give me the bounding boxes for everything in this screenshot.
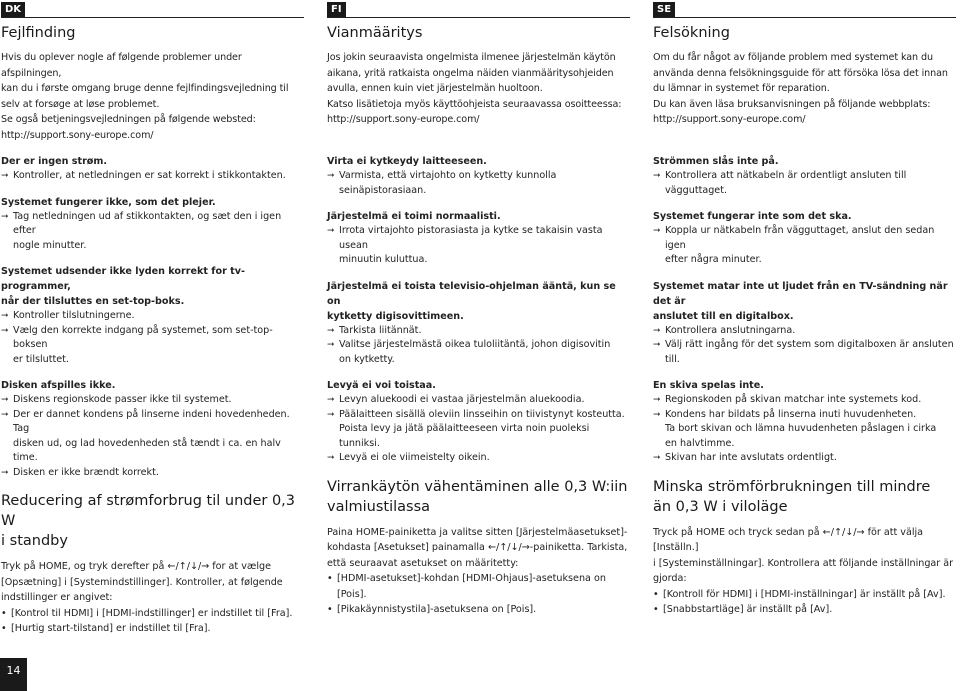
- issue-title: [1, 154, 304, 169]
- text-line: Tryck på HOME och tryck sedan på ←/↑/↓/→ för att välja [Inställn.]: [653, 526, 924, 553]
- intro-line: http://support.sony-europe.com/: [327, 114, 480, 125]
- setting-bullet: [653, 602, 956, 618]
- bullet-icon: •: [653, 604, 659, 615]
- intro-line: Se også betjeningsvejledningen på følgende websted:: [1, 114, 256, 125]
- text-line: kytketty digisovittimeen.: [327, 310, 464, 322]
- text-line: Regionskoden på skivan matchar inte systemets kod.: [665, 394, 922, 405]
- arrow-icon: ➞: [327, 409, 335, 420]
- column-danish: [1, 2, 304, 637]
- remedy-step: [1, 408, 304, 466]
- remedy-step: [653, 393, 956, 408]
- column-finnish: [327, 2, 630, 618]
- arrow-icon: ➞: [653, 395, 661, 405]
- intro-text: [327, 50, 630, 154]
- text-line: Systemet udsender ikke lyden korrekt for tv-programmer,: [1, 266, 245, 292]
- text-line: [Opsætning] i [Systemindstillinger]. Kontroller, at følgende: [1, 576, 283, 588]
- text-line: efter några minuter.: [665, 254, 762, 265]
- standby-section-title: [327, 477, 630, 517]
- text-line: minuutin kuluttua.: [339, 254, 428, 265]
- remedy-step: [1, 169, 304, 184]
- intro-line: använda denna felsökningsguide för att försöka lösa det innan: [653, 67, 948, 79]
- text-line: Skivan har inte avslutats ordentligt.: [665, 452, 837, 463]
- troubleshooting-item: [653, 154, 956, 198]
- language-header-rule: [1, 2, 304, 18]
- arrow-icon: ➞: [1, 325, 9, 336]
- remedy-step: [653, 338, 956, 367]
- intro-line: Om du får något av följande problem med systemet kan du: [653, 52, 933, 63]
- text-line: Varmista, että virtajohto on kytketty kunnolla: [339, 170, 557, 181]
- text-line: Vælg den korrekte indgang på systemet, som set-top-boksen: [13, 324, 273, 350]
- troubleshooting-item: [327, 279, 630, 368]
- section-title: Felsökning: [653, 25, 730, 41]
- arrow-icon: ➞: [1, 467, 9, 478]
- remedy-step: [1, 324, 304, 368]
- text-line: än 0,3 W i viloläge: [653, 498, 788, 515]
- text-line: [Pikakäynnistystila]-asetuksena on [Pois].: [337, 604, 537, 615]
- text-line: disken ud, og lad hovedenheden stå tændt i ca. en halv time.: [13, 437, 281, 463]
- remedy-step: [653, 408, 956, 452]
- remedy-step: [327, 169, 630, 198]
- section-title: Vianmääritys: [327, 25, 423, 41]
- remedy-step: [327, 451, 630, 466]
- text-line: Der er ingen strøm.: [1, 156, 108, 167]
- language-tag: SE: [653, 2, 675, 17]
- bullet-icon: •: [327, 604, 333, 615]
- intro-line: avulla, ennen kuin viet järjestelmän huoltoon.: [327, 83, 543, 94]
- text-line: Diskens regionskode passer ikke til systemet.: [13, 394, 232, 405]
- intro-text: [1, 50, 304, 154]
- text-line: [Hurtig start-tilstand] er indstillet til [Fra].: [11, 623, 211, 634]
- intro-line: aikana, yritä ratkaista ongelma näiden vianmääritysohjeiden: [327, 67, 614, 79]
- intro-line: kan du i første omgang bruge denne fejlfindingsvejledning til: [1, 83, 289, 94]
- language-tag: FI: [327, 2, 346, 17]
- page-number: 14: [0, 658, 27, 691]
- text-line: että seuraavat asetukset on määritetty:: [327, 557, 519, 569]
- text-line: Levyn aluekoodi ei vastaa järjestelmän aluekoodia.: [339, 394, 585, 405]
- intro-line: Jos jokin seuraavista ongelmista ilmenee järjestelmän käytön: [327, 52, 616, 63]
- remedy-step: [653, 451, 956, 466]
- text-line: Ta bort skivan och lämna huvudenheten påslagen i cirka: [665, 423, 937, 434]
- remedy-step: [1, 210, 304, 254]
- text-line: vägguttaget.: [665, 184, 728, 196]
- remedy-step: [1, 309, 304, 324]
- language-header-rule: [653, 2, 956, 18]
- text-line: valmiustilassa: [327, 498, 431, 515]
- text-line: Järjestelmä ei toista televisio-ohjelman ääntä, kun se on: [327, 280, 616, 307]
- text-line: Reducering af strømforbrug til under 0,3 W: [1, 493, 296, 529]
- troubleshooting-item: [653, 279, 956, 368]
- text-line: [Kontrol til HDMI] i [HDMI-indstillinger] er indstillet til [Fra].: [11, 607, 293, 619]
- text-line: i [Systeminställningar]. Kontrollera att följande inställningar är: [653, 557, 954, 569]
- text-line: indstillinger er angivet:: [1, 592, 113, 603]
- arrow-icon: ➞: [327, 226, 335, 236]
- troubleshooting-item: [653, 209, 956, 268]
- text-line: Kontrollera anslutningarna.: [665, 324, 796, 336]
- text-line: seinäpistorasiaan.: [339, 184, 427, 196]
- remedy-step: [327, 224, 630, 268]
- setting-bullet: [327, 571, 630, 602]
- issue-title: [653, 378, 956, 393]
- remedy-step: [327, 338, 630, 367]
- remedy-step: [327, 324, 630, 339]
- text-line: Irrota virtajohto pistorasiasta ja kytke se takaisin vasta usean: [339, 225, 603, 251]
- text-line: [Snabbstartläge] är inställt på [Av].: [663, 604, 833, 615]
- arrow-icon: ➞: [327, 395, 335, 405]
- issue-title: [1, 378, 304, 393]
- text-line: Virta ei kytkeydy laitteeseen.: [327, 156, 487, 167]
- language-tag: DK: [1, 2, 25, 17]
- arrow-icon: ➞: [327, 340, 335, 350]
- issue-title: [653, 209, 956, 224]
- standby-instructions: [653, 525, 956, 587]
- remedy-step: [653, 224, 956, 268]
- remedy-step: [1, 466, 304, 481]
- setting-bullet: [327, 602, 630, 618]
- text-line: i standby: [1, 533, 68, 549]
- text-line: Systemet matar inte ut ljudet från en TV-sändning när det är: [653, 280, 948, 307]
- issue-title: [653, 279, 956, 324]
- text-line: Systemet fungerar inte som det ska.: [653, 211, 852, 222]
- text-line: Koppla ur nätkabeln från vägguttaget, anslut den sedan igen: [665, 225, 935, 251]
- intro-text: [653, 50, 956, 154]
- issue-title: [327, 209, 630, 224]
- troubleshooting-item: [1, 378, 304, 480]
- text-line: Virrankäytön vähentäminen alle 0,3 W:iin: [327, 478, 628, 495]
- setting-bullet: [1, 606, 304, 622]
- arrow-icon: ➞: [1, 395, 9, 405]
- intro-line: Du kan även läsa bruksanvisningen på följande webbplats:: [653, 98, 931, 110]
- arrow-icon: ➞: [653, 325, 661, 336]
- text-line: [Kontroll för HDMI] i [HDMI-inställningar] är inställt på [Av].: [663, 588, 946, 600]
- issue-title: [653, 154, 956, 169]
- text-line: Valitse järjestelmästä oikea tuloliitäntä, johon digisovitin: [339, 339, 611, 350]
- text-line: Disken er ikke brændt korrekt.: [13, 466, 159, 478]
- intro-line: http://support.sony-europe.com/: [653, 114, 806, 125]
- troubleshooting-item: [653, 378, 956, 466]
- issue-title: [327, 378, 630, 393]
- standby-section-title: [653, 477, 956, 517]
- arrow-icon: ➞: [327, 171, 335, 181]
- setting-bullet: [1, 621, 304, 637]
- text-line: Levyä ei voi toistaa.: [327, 380, 436, 391]
- arrow-icon: ➞: [653, 226, 661, 236]
- text-line: Tag netledningen ud af stikkontakten, og sæt den i igen efter: [13, 210, 282, 236]
- arrow-icon: ➞: [1, 211, 9, 222]
- troubleshooting-item: [1, 264, 304, 367]
- bullet-icon: •: [327, 573, 333, 584]
- remedy-step: [327, 393, 630, 408]
- text-line: Strömmen slås inte på.: [653, 156, 779, 167]
- setting-bullet: [653, 587, 956, 603]
- text-line: Paina HOME-painiketta ja valitse sitten [Järjestelmäasetukset]-: [327, 526, 628, 538]
- intro-line: http://support.sony-europe.com/: [1, 129, 154, 141]
- troubleshooting-item: [327, 209, 630, 268]
- text-line: en halvtimme.: [665, 437, 735, 449]
- remedy-step: [1, 393, 304, 408]
- language-header-rule: [327, 2, 630, 18]
- arrow-icon: ➞: [1, 311, 9, 321]
- arrow-icon: ➞: [653, 409, 661, 420]
- issue-title: [1, 264, 304, 309]
- bullet-icon: •: [653, 588, 659, 600]
- intro-line: selv at forsøge at løse problemet.: [1, 98, 160, 110]
- standby-instructions: [1, 559, 304, 606]
- remedy-step: [327, 408, 630, 452]
- issue-title: [327, 154, 630, 169]
- text-line: [HDMI-asetukset]-kohdan [HDMI-Ohjaus]-asetuksena on [Pois].: [337, 573, 606, 600]
- text-line: Der er dannet kondens på linserne indeni hovedenheden. Tag: [13, 408, 290, 434]
- remedy-step: [653, 169, 956, 198]
- issue-title: [327, 279, 630, 324]
- arrow-icon: ➞: [653, 340, 661, 350]
- text-line: Järjestelmä ei toimi normaalisti.: [327, 211, 501, 222]
- text-line: Päälaitteen sisällä oleviin linsseihin on tiivistynyt kosteutta.: [339, 408, 625, 420]
- issue-title: [1, 195, 304, 210]
- arrow-icon: ➞: [653, 171, 661, 181]
- arrow-icon: ➞: [327, 453, 335, 463]
- text-line: anslutet till en digitalbox.: [653, 310, 794, 322]
- text-line: on kytketty.: [339, 353, 395, 365]
- troubleshooting-item: [327, 154, 630, 198]
- arrow-icon: ➞: [1, 409, 9, 420]
- troubleshooting-item: [1, 195, 304, 254]
- text-line: Poista levy ja jätä päälaitteeseen virta noin puoleksi tunniksi.: [339, 423, 590, 449]
- text-line: Kondens har bildats på linserna inuti huvudenheten.: [665, 408, 917, 420]
- troubleshooting-item: [1, 154, 304, 184]
- text-line: kohdasta [Asetukset] painamalla ←/↑/↓/→-painiketta. Tarkista,: [327, 542, 628, 553]
- text-line: Levyä ei ole viimeistelty oikein.: [339, 452, 490, 463]
- text-line: Kontrollera att nätkabeln är ordentligt ansluten till: [665, 170, 907, 181]
- text-line: Tarkista liitännät.: [339, 324, 422, 336]
- text-line: Välj rätt ingång för det system som digitalboxen är ansluten till.: [665, 339, 954, 365]
- text-line: Systemet fungerer ikke, som det plejer.: [1, 196, 216, 208]
- standby-instructions: [327, 525, 630, 572]
- column-swedish: [653, 2, 956, 618]
- remedy-step: [653, 324, 956, 339]
- arrow-icon: ➞: [327, 325, 335, 336]
- arrow-icon: ➞: [653, 453, 661, 463]
- text-line: Minska strömförbrukningen till mindre: [653, 478, 931, 495]
- text-line: Disken afspilles ikke.: [1, 380, 116, 391]
- text-line: Tryk på HOME, og tryk derefter på ←/↑/↓/→ for at vælge: [1, 561, 271, 572]
- text-line: Kontroller, at netledningen er sat korrekt i stikkontakten.: [13, 170, 286, 181]
- text-line: er tilsluttet.: [13, 353, 69, 365]
- intro-line: Hvis du oplever nogle af følgende problemer under afspilningen,: [1, 52, 242, 79]
- text-line: Kontroller tilslutningerne.: [13, 310, 135, 321]
- arrow-icon: ➞: [1, 171, 9, 181]
- troubleshooting-item: [327, 378, 630, 466]
- text-line: En skiva spelas inte.: [653, 380, 764, 391]
- intro-line: du lämnar in systemet för reparation.: [653, 83, 830, 94]
- text-line: når der tilsluttes en set-top-boks.: [1, 296, 185, 307]
- standby-section-title: [1, 491, 304, 551]
- intro-line: Katso lisätietoja myös käyttöohjeista seuraavassa osoitteessa:: [327, 98, 622, 110]
- section-title: Fejlfinding: [1, 25, 76, 41]
- bullet-icon: •: [1, 623, 7, 634]
- text-line: gjorda:: [653, 573, 687, 584]
- bullet-icon: •: [1, 607, 7, 619]
- text-line: nogle minutter.: [13, 239, 87, 251]
